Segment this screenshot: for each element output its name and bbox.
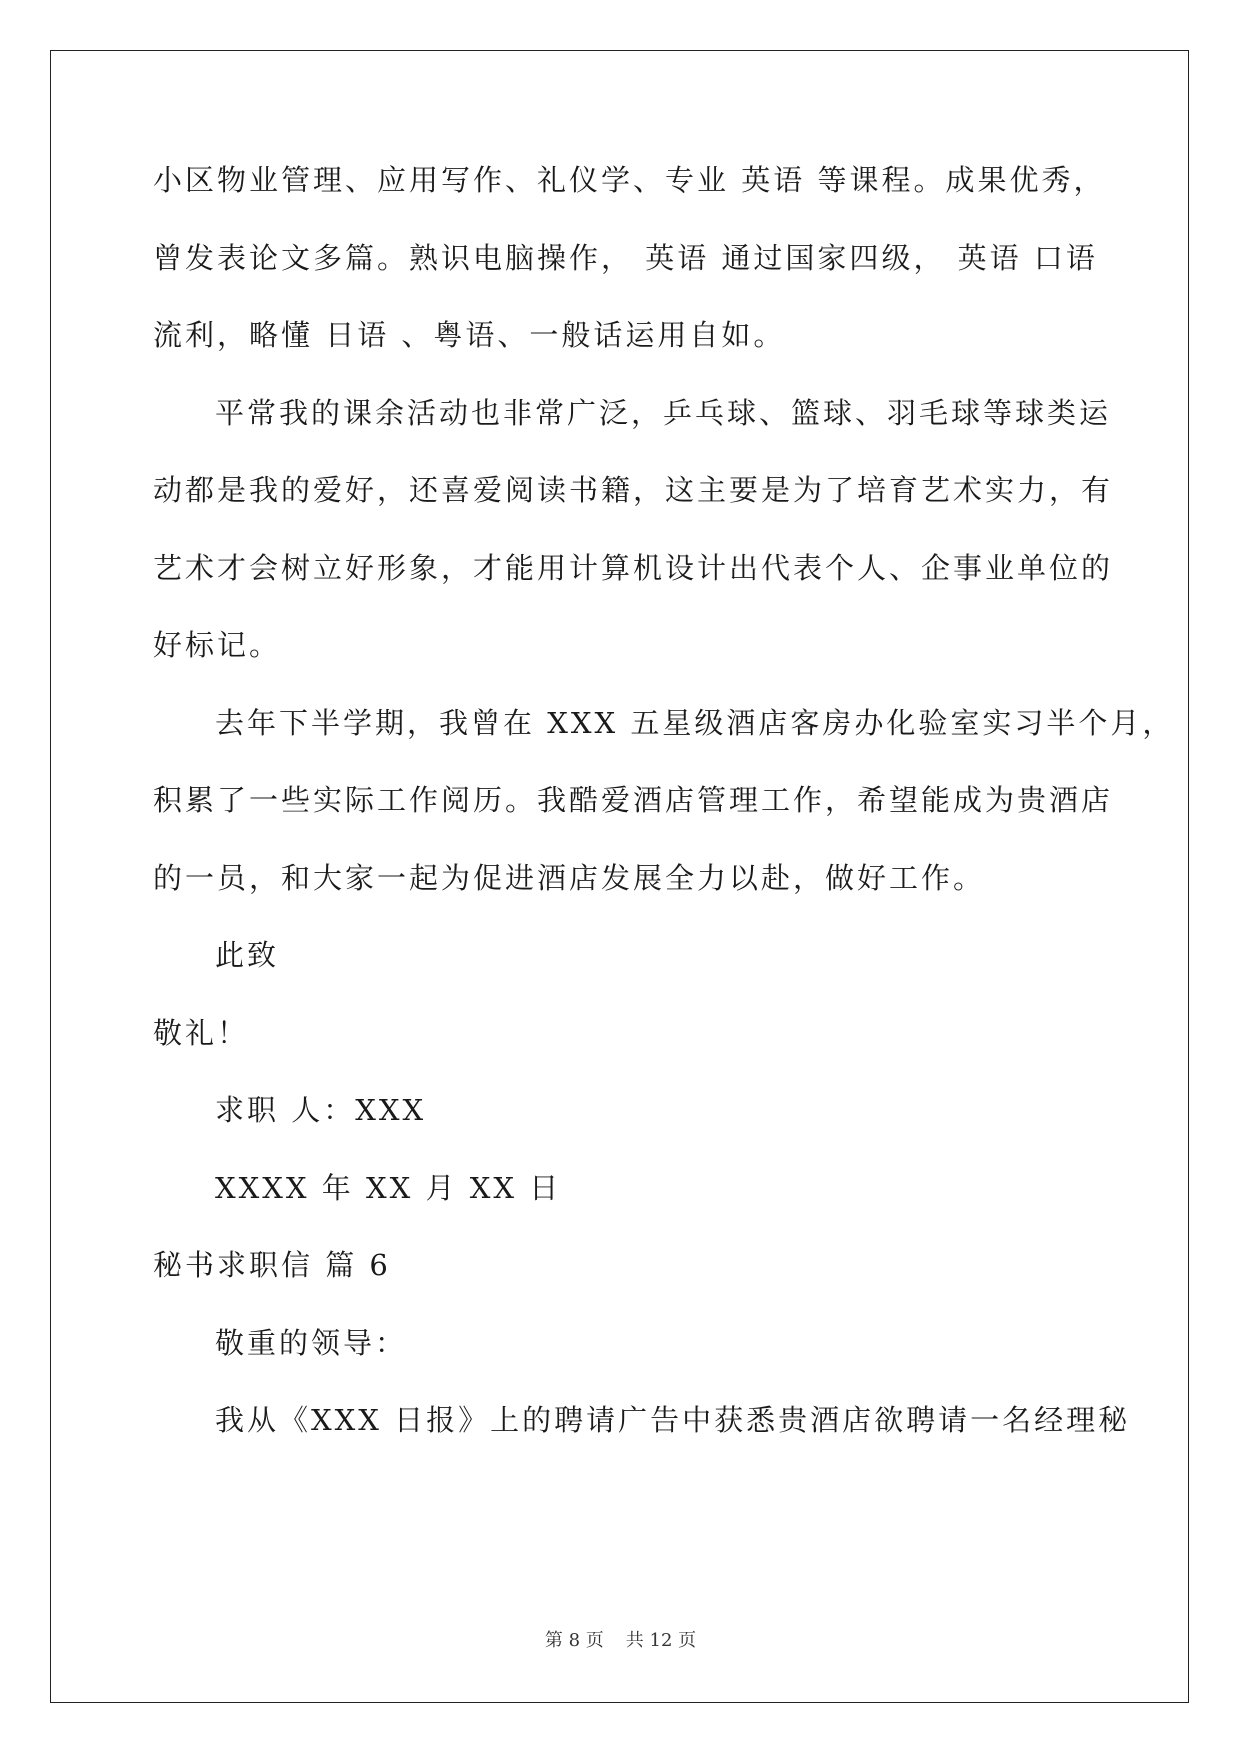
closing-regards: 敬礼！: [153, 1015, 250, 1050]
text-line: 好标记。: [153, 628, 282, 662]
paragraph-start: 我从《XXX 日报》上的聘请广告中获悉贵酒店欲聘请一名经理秘: [215, 1403, 1131, 1437]
closing-salutation: 此致: [215, 938, 280, 972]
signature-applicant: 求职 人：XXX: [215, 1093, 427, 1127]
text-line: 的一员，和大家一起为促进酒店发展全力以赴，做好工作。: [153, 860, 986, 895]
text-line: 曾发表论文多篇。熟识电脑操作， 英语 通过国家四级， 英语 口语: [153, 240, 1098, 275]
text-line: 流利，略懂 日语 、粤语、一般话运用自如。: [153, 318, 786, 352]
paragraph-start: 平常我的课余活动也非常广泛，乒乓球、篮球、羽毛球等球类运: [215, 395, 1112, 430]
section-heading: 秘书求职信 篇 6: [153, 1248, 391, 1282]
paragraph-start: 去年下半学期，我曾在 XXX 五星级酒店客房办化验室实习半个月，: [215, 705, 1175, 740]
page-total: 共 12 页: [625, 1630, 697, 1651]
text-line: 积累了一些实际工作阅历。我酷爱酒店管理工作，希望能成为贵酒店: [153, 783, 1114, 817]
page-number: 第 8 页: [544, 1630, 604, 1651]
text-line: 动都是我的爱好，还喜爱阅读书籍，这主要是为了培育艺术实力，有: [153, 473, 1114, 507]
page-footer: [0, 1626, 1241, 1652]
text-line: 艺术才会树立好形象，才能用计算机设计出代表个人、企事业单位的: [153, 550, 1114, 585]
signature-date: XXXX 年 XX 月 XX 日: [215, 1170, 562, 1205]
letter-greeting: 敬重的领导：: [215, 1325, 408, 1360]
text-line: 小区物业管理、应用写作、礼仪学、专业 英语 等课程。成果优秀，: [153, 163, 1106, 197]
document-body: [153, 160, 1175, 1478]
